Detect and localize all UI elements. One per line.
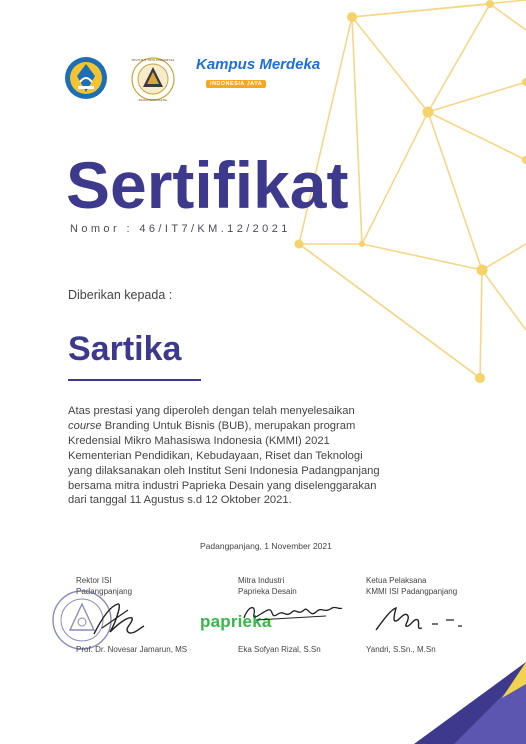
partner-name: Eka Sofyan Rizal, S.Sn [238,645,321,654]
recipient-name: Sartika [68,330,182,368]
body-line: course Branding Untuk Bisnis (BUB), merupakan program [68,419,356,432]
svg-text:PADANGPANJANG: PADANGPANJANG [138,98,168,102]
certificate-title: Sertifikat [66,148,349,222]
isi-padangpanjang-logo [128,56,178,102]
signatory-role-institution: KMMI ISI Padangpanjang [366,586,458,596]
signatory-role: Mitra Industri [238,576,285,585]
signatory-role: Ketua Pelaksana [366,576,427,585]
svg-text:INSTITUT SENI INDONESIA: INSTITUT SENI INDONESIA [131,58,175,62]
given-to-label: Diberikan kepada : [68,288,173,302]
body-line: dari tanggal 11 Agustus s.d 12 Oktober 2021. [68,494,292,507]
rector-name: Prof. Dr. Novesar Jamarun, MS [76,645,188,654]
corner-decoration [414,662,526,744]
rector-signature [88,598,148,644]
place-date: Padangpanjang, 1 November 2021 [200,541,332,551]
signatory-role-institution: Paprieka Desain [238,586,297,596]
kampus-merdeka-logo [196,56,321,98]
tut-wuri-handayani-logo [64,56,108,100]
certificate-number: Nomor : 46/IT7/KM.12/2021 [70,223,291,235]
body-line: Kredensial Mikro Mahasiswa Indonesia (KMMI) 2021 [68,434,330,447]
signatory-role: Rektor ISI [76,576,112,585]
body-line: Atas prestasi yang diperoleh dengan telah menyelesaikan [68,405,355,417]
paprieka-logo: paprieka [200,612,272,631]
kampus-merdeka-wordmark: Kampus Merdeka [196,56,321,73]
chair-name: Yandri, S.Sn., M.Sn [366,645,436,654]
recipient-underline [68,379,201,381]
partner-signature [236,598,346,628]
certificate-body [68,404,428,508]
indonesia-jaya-badge: INDONESIA JAYA [206,80,266,88]
body-line: yang dilaksanakan oleh Institut Seni Indonesia Padangpanjang [68,464,380,477]
signatory-chair [366,576,457,597]
body-line: bersama mitra industri Paprieka Desain yang diselenggarakan [68,479,377,492]
body-line: Kementerian Pendidikan, Kebudayaan, Riset dan Teknologi [68,449,363,462]
signatory-role-institution: Padangpanjang [76,586,133,596]
chair-signature [372,602,466,638]
signatory-partner [238,576,297,597]
